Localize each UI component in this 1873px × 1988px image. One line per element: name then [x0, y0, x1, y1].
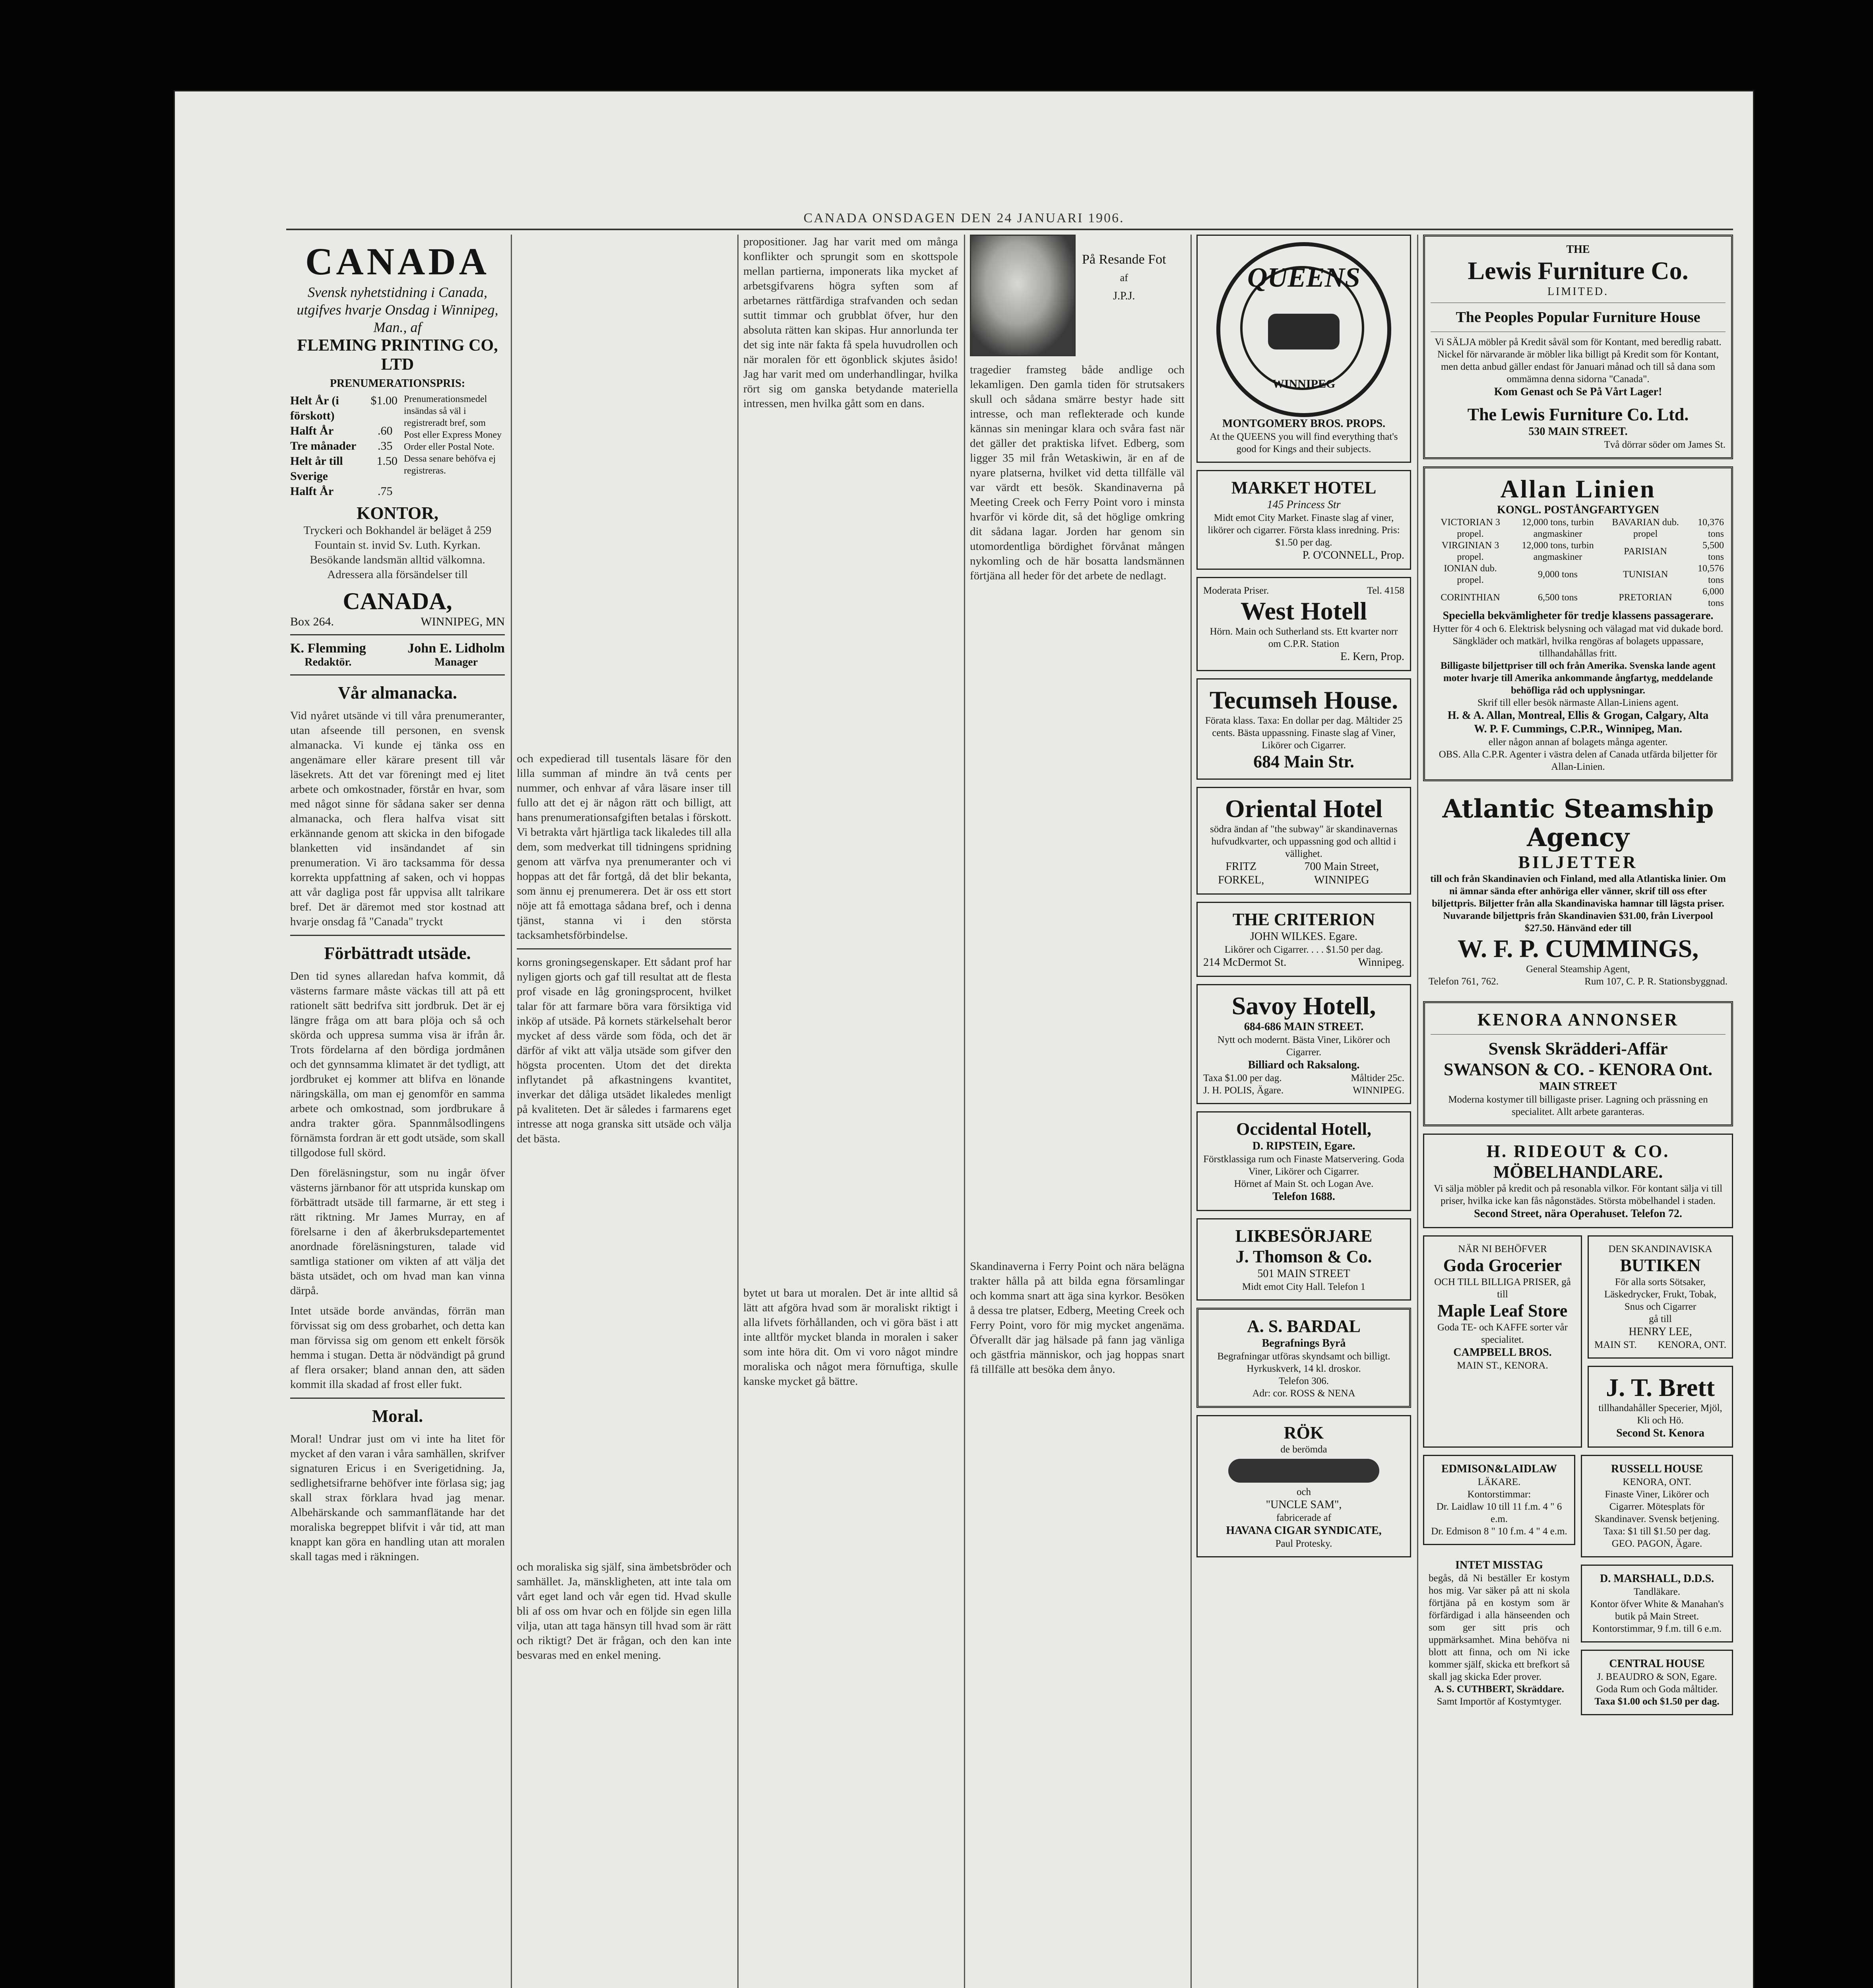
divider	[290, 634, 505, 635]
article-body-utsade-3: Intet utsäde borde användas, förrän man förvissat sig om dess grobarhet, och detta kan man förvissa sig om genom ett enkelt försök hemma i stugan. Detta är nödvändigt på grund af flera orsaker; bland annan den, att säden kommit illa skadad af frost eller fukt.	[290, 1305, 505, 1391]
ad-market-hotel: MARKET HOTEL 145 Princess Str Midt emot City Market. Finaste slag af viner, likörer och cigarrer. Första klass inredning. Pris: $1.50 per dag. P. O'CONNELL, Prop.	[1196, 470, 1411, 570]
kontor-heading: KONTOR,	[357, 503, 438, 523]
divider	[517, 948, 731, 949]
ad-intet-misstag: INTET MISSTAG begås, då Ni beställer Er kostym hos mig. Var säker på att ni skola förtjäna på en kostym som är förfärdigad i alla hänseenden och som ger sitt pris och uppmärksamhet. Mina behöfva ni blott att finna, och om Ni icke kommer själf, skicka ett brefkort så skall jag skicka Eder prover. A. S. CUTHBERT, Skräddare. Samt Importör af Kostymtyger.	[1429, 1559, 1570, 1707]
masthead-publisher: FLEMING PRINTING CO, LTD	[297, 336, 498, 374]
price-row: Helt år till Sverige 1.50	[290, 454, 397, 483]
article-body-utsade-1: Den tid synes allaredan hafva kommit, då västerns farmare måste väckas till att på ett rationelt sätt bedrifva sitt jordbruk. Det är ej längre fråga om att bara plöja och så och skörda och uppresa summa visa är ifrån år. Trots fördelarna af den bördiga jordmånen och det gynnsamma klimatet är det tydligt, att jordbruket ej kommer att blifva en lönande näringskälla, om man ej genomför en samma arbete och omkostnad, som jordbrukare å andra trakter göra. Spannmålsodlingens förnämsta fordran är ett godt utsäde, som skall tillgodose full skörd.	[290, 970, 505, 1159]
city: WINNIPEG, MN	[421, 615, 505, 628]
ad-likbesorjare: LIKBESÖRJARE J. Thomson & Co. 501 MAIN STREET Midt emot City Hall. Telefon 1	[1196, 1218, 1411, 1301]
ad-central-house: CENTRAL HOUSE J. BEAUDRO & SON, Egare. Goda Rum och Goda måltider. Taxa $1.00 och $1.50 per dag.	[1581, 1650, 1733, 1715]
ad-oriental: Oriental Hotel södra ändan af "the subway" är skandinavernas hufvudkvarter, och uppassning god och alltid i vällighet. FRITZ FORKEL, 700 Main Street, WINNIPEG	[1196, 787, 1411, 895]
ad-criterion: THE CRITERION JOHN WILKES. Egare. Likörer och Cigarrer. . . . $1.50 per dag. 214 McDermot St. Winnipeg.	[1196, 902, 1411, 977]
newspaper-page	[175, 91, 1753, 1988]
queens-tag: At the QUEENS you will find everything that's good for Kings and their subjects.	[1210, 431, 1398, 454]
queens-owner: MONTGOMERY BROS. PROPS.	[1222, 417, 1386, 430]
column-rule	[737, 235, 739, 1988]
column-5-ads	[1196, 235, 1411, 1988]
editor: K. Flemming Redaktör.	[290, 641, 366, 668]
article-title-utsade: Förbättradt utsäde.	[324, 944, 471, 963]
article-body-almanacka: Vid nyåret utsände vi till våra prenumeranter, utan afseende till personen, en svensk almanacka. Vi kunde ej tänka oss en angenämare eller kärare present till vår läsekrets. Att det var föreningt med ej litet arbete och omkostnader, förstår en hvar, som med något sinne för sådana saker ser denna almanacka, och flera halfva visat sitt erkännande genom att skicka in den bifogade blanketten vid insändandet af sin prenumeration. Vi äro tacksamma för dessa korrekta uppfattning af saken, och vi hoppas att vår dagliga post får uppvisa allt talrikare bref. Det är däremot med stor kostnad att hvarje onsdag få "Canada" tryckt	[290, 709, 505, 928]
ad-savoy: Savoy Hotell, 684-686 MAIN STREET. Nytt och modernt. Bästa Viner, Likörer och Cigarrer. Billiard och Raksalong. Taxa $1.00 per dag. Måltider 25c. J. H. POLIS, Ägare. WINNIPEG.	[1196, 984, 1411, 1104]
ad-edmison: EDMISON&LAIDLAW LÄKARE. Kontorstimmar: Dr. Laidlaw 10 till 11 f.m. 4 " 6 e.m. Dr. Edmison 8 " 10 f.m. 4 " 4 e.m.	[1423, 1455, 1575, 1545]
header-rule	[286, 229, 1733, 230]
divider	[290, 674, 505, 676]
article-body-utsade-4: korns groningsegenskaper. Ett sådant prof har nyligen gjorts och gaf till resultat att de flesta prof visade en låg groningsprocent, hvilket talar för att farmare böra vara försiktiga vid inköp af utsäde. På kornets stärkelsehalt beror mycket af dess värde som föda, och det är därför af vikt att välja utsäde som gifver den högsta procenten. Utom det det direkta inflytandet på afkastningens kvantitet, inverkar det dåliga utsädet likaledes menligt på kvaliteten. Det är således i farmarens eget intresse att noga granska sitt utsäde och välja det bästa.	[517, 956, 731, 1145]
fleet-row: VICTORIAN 3 propel. 12,000 tons, turbin angmaskiner BAVARIAN dub. propel 10,376 tons	[1441, 517, 1724, 539]
ad-occidental: Occidental Hotell, D. RIPSTEIN, Egare. Förstklassiga rum och Finaste Matservering. Goda Viner, Likörer och Cigarrer. Hörnet af Main St. och Logan Ave. Telefon 1688.	[1196, 1111, 1411, 1211]
portrait-caption: På Resande Fot af J.P.J.	[1082, 252, 1166, 302]
staff-names	[290, 641, 505, 669]
article-body-moral-3: bytet ut bara ut moralen. Det är inte alltid så lätt att afgöra hvad som är moraliskt riktigt i alla lifvets förhållanden, och vi göra bäst i att inte alltför mycket blanda in moralen i saker som inte höra dit. Om vi voro något mindre moraliska och något mera förnuftiga, skulle kanske mycket gå bättre.	[743, 1287, 958, 1388]
fleet-row: IONIAN dub. propel. 9,000 tons TUNISIAN 10,576 tons	[1444, 563, 1724, 585]
fleet-row: CORINTHIAN 6,500 tons PRETORIAN 6,000 tons	[1441, 586, 1724, 608]
masthead-title: CANADA	[305, 240, 490, 283]
masthead-subtitle: Svensk nyhetstidning i Canada, utgifves hvarje Onsdag i Winnipeg, Man., af	[297, 284, 498, 335]
ad-butiken: DEN SKANDINAVISKA BUTIKEN För alla sorts Sötsaker, Läskedrycker, Frukt, Tobak, Snus och Cigarrer gå till HENRY LEE, MAIN ST. KENORA, ONT.	[1588, 1235, 1733, 1359]
article-body-almanacka-2: och expedierad till tusentals läsare för den lilla summan af mindre än två cents per nummer, och enhvar af våra läsare inser till fullo att det ej är någon rätt och billigt, att hans prenumerationsafgiften betalas i förskott. Vi betrakta vårt hjärtliga tack likaledes till alla dem, som medverkat till tidningens spridning genom att värfva nya prenumeranter och vi hoppas att det får fortgå, då det blir bekanta, som ännu ej prenumerera. Det är oss ett stort nöje att få emottaga sådana bref, och i denna tjänst, stanna vi i den största tacksamhetsförbindelse.	[517, 752, 731, 942]
column-2	[517, 235, 731, 1988]
box-number: Box 264.	[290, 615, 334, 628]
article-body-moral-1: Moral! Undrar just om vi inte ha litet för mycket af den varan i våra samhällen, skrifver signaturen Ericus i en Sverigetidning. Ja, sedlighetsifrarne behöfver inte förlasa sig; jag skall strax förklara hvad jag menar. Albehärskande och sammanflätande har det moraliska begreppet blifvit i vår tid, att man knappt kan göra en handling utan att moralen skall tagas med i räkningen.	[290, 1433, 505, 1563]
price-row: Helt År (i förskott) $1.00	[290, 394, 397, 422]
ad-tecumseh: Tecumseh House. Förata klass. Taxa: En dollar per dag. Måltider 25 cents. Bästa uppassning. Finaste slag af Viner, Likörer och Cigarrer. 684 Main Str.	[1196, 678, 1411, 780]
ad-atlantic-steamship: Atlantic Steamship Agency BILJETTER till och från Skandinavien och Finland, med alla Atlantiska linier. Om ni ämnar sända efter anhöriga eller vänner, skrif till oss efter biljettpris. Biljetter från alla Skandinaviska hamnar till lägsta priser. Nuvarande biljettpris från Skandinavien $31.00, från Liverpool $27.50. Hänvänd eder till W. F. P. CUMMINGS, General Steamship Agent, Telefon 761, 762. Rum 107, C. P. R. Stationsbyggnad.	[1429, 794, 1728, 987]
ad-rideout: H. RIDEOUT & CO. MÖBELHANDLARE. Vi sälja möbler på kredit och på resonabla vilkor. För kontant sälja vi till priser, hvilka icke kan fås någonstädes. Största möbelhandel i staden. Second Street, nära Operahuset. Telefon 72.	[1423, 1134, 1733, 1228]
column-1	[290, 235, 505, 1988]
ad-bardal: A. S. BARDAL Begrafnings Byrå Begrafningar utföras skyndsamt och billigt. Hyrkuskverk, 14 kl. droskor. Telefon 306. Adr: cor. ROSS & NENA	[1196, 1308, 1411, 1408]
ad-stack-right	[1588, 1235, 1733, 1455]
manager: John E. Lidholm Manager	[407, 641, 505, 668]
running-head: CANADA ONSDAGEN DEN 24 JANUARI 1906.	[803, 211, 1125, 225]
prices-heading: PRENUMERATIONSPRIS:	[330, 377, 465, 390]
column-rule	[511, 235, 512, 1988]
article-title-moral: Moral.	[372, 1406, 423, 1426]
ad-rok: RÖK de berömda och "UNCLE SAM", fabricerade af HAVANA CIGAR SYNDICATE, Paul Protesky.	[1196, 1415, 1411, 1557]
divider	[290, 1398, 505, 1399]
article-title-almanacka: Vår almanacka.	[338, 683, 457, 703]
column-rule	[1190, 235, 1192, 1988]
kontor-text: Tryckeri och Bokhandel är beläget å 259 Fountain st. invid Sv. Luth. Kyrkan. Besökande landsmän alltid välkomna. Adressera alla försändelser till	[303, 524, 492, 581]
price-row: Halft År .75	[290, 485, 393, 498]
article-body-utsade-2: Den föreläsningstur, som nu ingår öfver västerns järnbanor för att utsprida kunskap om förbättradt utsäde till farmarne, är ett steg i rätt riktning. Mr James Murray, en af förelsarne i den af åkerbruksdepartementet anordnade föreläsningsturen, talade vid samtliga stationer om vikten af att välja det bästa utsädet, och om hvad man kan vinna därpå.	[290, 1167, 505, 1297]
cigar-icon	[1228, 1459, 1379, 1483]
divider	[290, 935, 505, 936]
column-rule	[964, 235, 965, 1988]
prices-block	[290, 393, 505, 499]
ad-row-groceries	[1423, 1235, 1733, 1455]
article-body-resande-1: propositioner. Jag har varit med om många konflikter och sprungit som en skottspole mellan partierna, imponerats lika mycket af arbetsgifvarens högra syften som af arbetarnes rättfärdiga strafvanden och sedan suttit timmar och grubblat öfver, hur den absoluta rätten kan skipas. Hur annorlunda ter det sig inte när fakta få spela huvudrollen och när moralen för ett ögonblick skjutes åsido! Jag har varit med om underhandlingar, hvilka rört sig om ganska betydande materiella intressen, men hvilka gått som en dans.	[743, 235, 958, 410]
column-6-ads	[1423, 235, 1733, 1988]
ad-lewis-furniture: THE Lewis Furniture Co. LIMITED. The Peoples Popular Furniture House Vi SÄLJA möbler på Kredit såväl som för Kontant, med beredlig rabatt. Nickel för närvarande är möbler lika billigt på Kredit som för Kontant, men detta anbud gäller endast för Januari månad och till så dana som ommämna denna sidorna "Canada". Kom Genast och Se På Vårt Lager! The Lewis Furniture Co. Ltd. 530 MAIN STREET. Två dörrar söder om James St.	[1423, 235, 1733, 459]
portrait-block	[970, 235, 1185, 356]
ad-russell: RUSSELL HOUSE KENORA, ONT. Finaste Viner, Likörer och Cigarrer. Mötesplats för Skandinaver. Svensk betjening. Taxa: $1 till $1.50 per dag. GEO. PAGON, Ägare.	[1581, 1455, 1733, 1557]
author-portrait	[970, 235, 1076, 356]
ad-allan-line: Allan Linien KONGL. POSTÅNGFARTYGEN VICTORIAN 3 propel. 12,000 tons, turbin angmaskiner BAVARIAN dub. propel 10,376 tons VIRGINIAN 3 propel. 12,000 tons, turbin angmaskiner PARISIAN 5,500 tons IONIAN dub. propel. 9,000 tons TUNISIAN 10,576 tons CORINTHIAN 6,500 tons PRETORIAN 6,000 tons Speciella bekvämligheter för tredje klassens passagerare. Hytter för 4 och 6. Elektrisk belysning och välagad mat vid dukade bord. Sängkläder och matkärl, hvilka rengöras af bolagets uppassare, tillhandahållas fritt. Billigaste biljettpriser till och från Amerika. Svenska lande agent moter hvarje till Amerika ankommande ångfartyg, meddelande behöfliga råd och upplysningar. Skrif till eller besök närmaste Allan-Liniens agent. H. & A. Allan, Montreal, Ellis & Grogan, Calgary, Alta W. P. F. Cummings, C.P.R., Winnipeg, Man. eller någon annan af bolagets många agenter. OBS. Alla C.P.R. Agenter i västra delen af Canada utfärda biljetter för Allan-Linien.	[1423, 466, 1733, 781]
fleet-table	[1431, 517, 1726, 609]
ad-queens	[1196, 235, 1411, 463]
ad-brett: J. T. Brett tillhandahåller Specerier, Mjöl, Kli och Hö. Second St. Kenora	[1588, 1366, 1733, 1448]
ad-row-doctors	[1423, 1455, 1733, 1722]
article-body-moral-2: och moraliska sig själf, sina ämbetsbröder och samhället. Ja, mänskligheten, att inte tala om vårt eget land och vår egen tid. Hvad skulle bli af oss om hvar och en följde sin egen lilla vilja, utan att taga hänsyn till hvad som är rätt och riktigt? Det är frågan, och den kan inte besvaras med en enkel mening.	[517, 1561, 731, 1662]
prices-list	[290, 393, 397, 499]
price-row: Halft År .60	[290, 424, 393, 437]
payment-note: Prenumerationsmedel insändas så väl i registreradt bref, som Post eller Express Money Order eller Postal Note. Dessa senare behöfva ej registreras.	[404, 394, 502, 476]
article-body-moral-4: Skandinaverna i Ferry Point och nära belägna trakter hålla på att bilda egna församlingar och komma snart att äga sina kyrkor. Besöken å dessa tre platser, Edberg, Meeting Creek och Ferry Point, voro för mig mycket angenäma. Öfverallt där jag hälsade på fann jag vänliga och gästfria människor, och jag hoppas snart få tillfälle att besöka dem ånyo.	[970, 1260, 1185, 1376]
ad-stack-right-2	[1581, 1455, 1733, 1722]
ad-stack-left	[1423, 1455, 1575, 1722]
ad-marshall: D. MARSHALL, D.D.S. Tandläkare. Kontor öfver White & Manahan's butik på Main Street. Kontorstimmar, 9 f.m. till 6 e.m.	[1581, 1565, 1733, 1642]
article-body-resande-2: tragedier framsteg både andlige och lekamligen. Den gamla tiden för strutsakers skull och sådana smärre bestyr hade sitt intresse, och man reflekterade och kunde kännas sin meningar klara och svåra fast när det gäller det praktiska lifvet. Edberg, som ligger 35 mil från Wetaskiwin, är en af de nyare platserna, hvilket vid detta tillfälle väl var värdt ett besök. Skandinaverna på Meeting Creek och Ferry Point voro i minsta hvarför vi körde dit, så det höglige omkring dit sådana lagar. Jorden har genom sin utomordentliga bördighet förvånat mången nykomling och de här bosatta landsmännen förtjäna all heder för det arbete de nedlagt.	[970, 363, 1185, 582]
column-3	[743, 235, 958, 1988]
address-line	[290, 615, 505, 629]
ad-campbell: NÄR NI BEHÖFVER Goda Grocerier OCH TILL BILLIGA PRISER, gå till Maple Leaf Store Goda TE- och KAFFE sorter vår specialitet. CAMPBELL BROS. MAIN ST., KENORA.	[1423, 1235, 1582, 1448]
ad-kenora: KENORA ANNONSER Svensk Skrädderi-Affär SWANSON & CO. - KENORA Ont. MAIN STREET Moderna kostymer till billigaste priser. Lagning och prässning en specialitet. Allt arbete garanteras.	[1423, 1001, 1733, 1126]
queens-logo-icon: QUEENS WINNIPEG	[1216, 242, 1391, 417]
price-row: Tre månader .35	[290, 439, 393, 452]
column-rule	[1417, 235, 1418, 1988]
fleet-row: VIRGINIAN 3 propel. 12,000 tons, turbin angmaskiner PARISIAN 5,500 tons	[1441, 540, 1724, 562]
address-name: CANADA,	[343, 588, 452, 614]
ad-west-hotel: Moderata Priser. Tel. 4158 West Hotell Hörn. Main och Sutherland sts. Ett kvarter norr om C.P.R. Station E. Kern, Prop.	[1196, 577, 1411, 671]
column-4	[970, 235, 1185, 1988]
